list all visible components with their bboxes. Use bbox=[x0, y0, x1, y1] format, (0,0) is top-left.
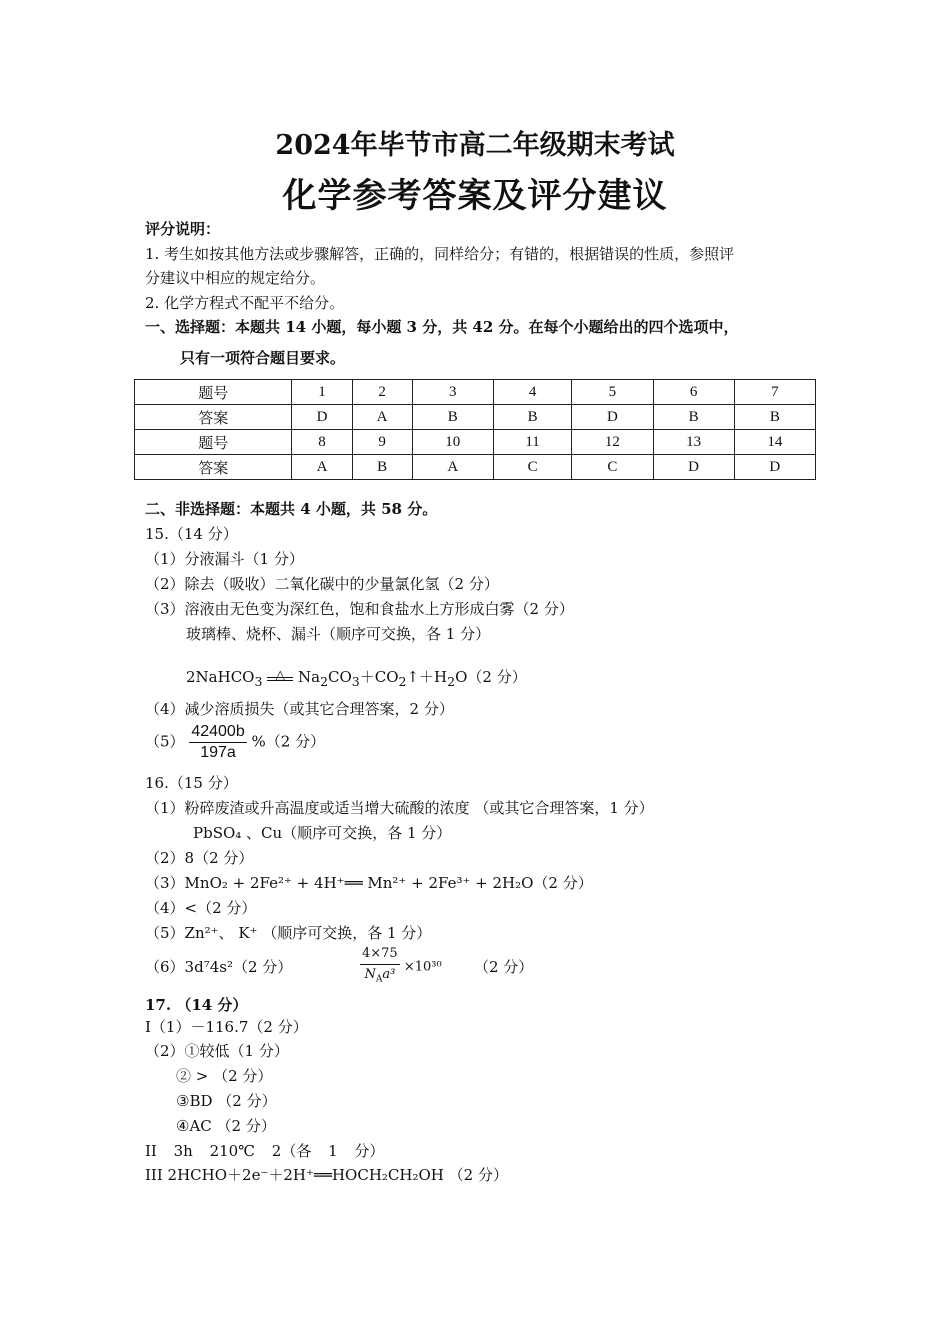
table-cell: 2 bbox=[352, 380, 412, 405]
table-row-label: 题号 bbox=[135, 430, 292, 455]
q17-answer: II 3h 210℃ 2（各 1 分） bbox=[145, 1142, 385, 1160]
table-cell: D bbox=[653, 455, 734, 480]
table-cell: 11 bbox=[493, 430, 571, 455]
table-cell: D bbox=[734, 455, 815, 480]
q15-answer: （1）分液漏斗（1 分） bbox=[145, 550, 304, 568]
table-cell: 7 bbox=[734, 380, 815, 405]
table-cell: B bbox=[653, 405, 734, 430]
table-cell: 14 bbox=[734, 430, 815, 455]
table-cell: 5 bbox=[572, 380, 653, 405]
page-title: 2024年毕节市高二年级期末考试 bbox=[275, 130, 675, 161]
q16-answer: （1）粉碎废渣或升高温度或适当增大硫酸的浓度 （或其它合理答案，1 分） bbox=[145, 799, 654, 817]
table-cell: 1 bbox=[292, 380, 352, 405]
table-row-label: 答案 bbox=[135, 405, 292, 430]
table-cell: 4 bbox=[493, 380, 571, 405]
q17-answer: （2）①较低（1 分） bbox=[145, 1042, 289, 1060]
q17-answer: ② > （2 分） bbox=[176, 1067, 273, 1085]
section1-heading: 一、选择题：本题共 14 小题，每小题 3 分，共 42 分。在每个小题给出的四个选项中， bbox=[145, 318, 739, 336]
q15-answer: （3）溶液由无色变为深红色，饱和食盐水上方形成白雾（2 分） bbox=[145, 600, 574, 618]
table-row bbox=[135, 380, 816, 405]
table-cell: 3 bbox=[412, 380, 493, 405]
table-cell: 9 bbox=[352, 430, 412, 455]
table-cell: 12 bbox=[572, 430, 653, 455]
table-cell: B bbox=[734, 405, 815, 430]
page-subtitle: 化学参考答案及评分建议 bbox=[282, 176, 668, 216]
note-line: 2. 化学方程式不配平不给分。 bbox=[145, 294, 345, 312]
q17-answer: ④AC （2 分） bbox=[176, 1117, 276, 1135]
q17-answer: III 2HCHO＋2e⁻＋2H⁺══HOCH₂CH₂OH （2 分） bbox=[145, 1166, 508, 1184]
table-cell: A bbox=[292, 455, 352, 480]
table-cell: 13 bbox=[653, 430, 734, 455]
table-cell: C bbox=[493, 455, 571, 480]
table-cell: A bbox=[352, 405, 412, 430]
table-row-label: 题号 bbox=[135, 380, 292, 405]
table-row-label: 答案 bbox=[135, 455, 292, 480]
section1-heading-cont: 只有一项符合题目要求。 bbox=[180, 349, 346, 367]
table-cell: A bbox=[412, 455, 493, 480]
q16-answer: （6）3d⁷4s²（2 分） bbox=[145, 958, 293, 976]
q16-answer: PbSO₄ 、Cu（顺序可交换，各 1 分） bbox=[193, 824, 452, 842]
q16-answer: （2）8（2 分） bbox=[145, 849, 254, 867]
q16-head: 16.（15 分） bbox=[145, 774, 238, 792]
answer-table bbox=[134, 379, 816, 480]
table-cell: 10 bbox=[412, 430, 493, 455]
note-line: 分建议中相应的规定给分。 bbox=[145, 269, 326, 287]
q16-answer: （5）Zn²⁺、 K⁺ （顺序可交换，各 1 分） bbox=[145, 924, 432, 942]
section2-heading: 二、非选择题：本题共 4 小题，共 58 分。 bbox=[145, 500, 438, 518]
q15-equation: 2NaHCO$_3$ △ $Na_2CO_3+CO_2↑+H_2O(2$ 分） bbox=[186, 668, 527, 689]
q15-answer: 玻璃棒、烧杯、漏斗（顺序可交换，各 1 分） bbox=[186, 625, 491, 643]
table-cell: 8 bbox=[292, 430, 352, 455]
q17-answer: I（1）－116.7（2 分） bbox=[145, 1018, 308, 1036]
table-cell: B bbox=[352, 455, 412, 480]
q17-head: 17. （14 分） bbox=[145, 996, 248, 1014]
table-row bbox=[135, 455, 816, 480]
q15-answer: （2）除去（吸收）二氧化碳中的少量氯化氢（2 分） bbox=[145, 575, 499, 593]
table-cell: D bbox=[292, 405, 352, 430]
q16-score: （2 分） bbox=[474, 958, 534, 976]
q17-answer: ③BD （2 分） bbox=[176, 1092, 277, 1110]
q16-density-formula: $\frac{4\times 75}{N_Aa^3}$ ×10³⁰ bbox=[362, 946, 442, 985]
table-cell: 6 bbox=[653, 380, 734, 405]
table-cell: D bbox=[572, 405, 653, 430]
q16-answer: （4）<（2 分） bbox=[145, 899, 257, 917]
q15-head: 15.（14 分） bbox=[145, 525, 238, 543]
notes-heading: 评分说明： bbox=[145, 220, 221, 238]
table-row bbox=[135, 405, 816, 430]
table-cell: B bbox=[412, 405, 493, 430]
table-cell: C bbox=[572, 455, 653, 480]
q16-answer: （3）MnO₂ + 2Fe²⁺ + 4H⁺══ Mn²⁺ + 2Fe³⁺ + 2H₂O（2 分） bbox=[145, 874, 593, 892]
q15-answer: （4）减少溶质损失（或其它合理答案，2 分） bbox=[145, 700, 454, 718]
table-row bbox=[135, 430, 816, 455]
table-cell: B bbox=[493, 405, 571, 430]
note-line: 1. 考生如按其他方法或步骤解答，正确的，同样给分；有错的，根据错误的性质，参照评 bbox=[145, 245, 735, 263]
q15-answer-5: （5） $\frac{42400b}{197a}$ %（2 分） bbox=[145, 723, 326, 761]
